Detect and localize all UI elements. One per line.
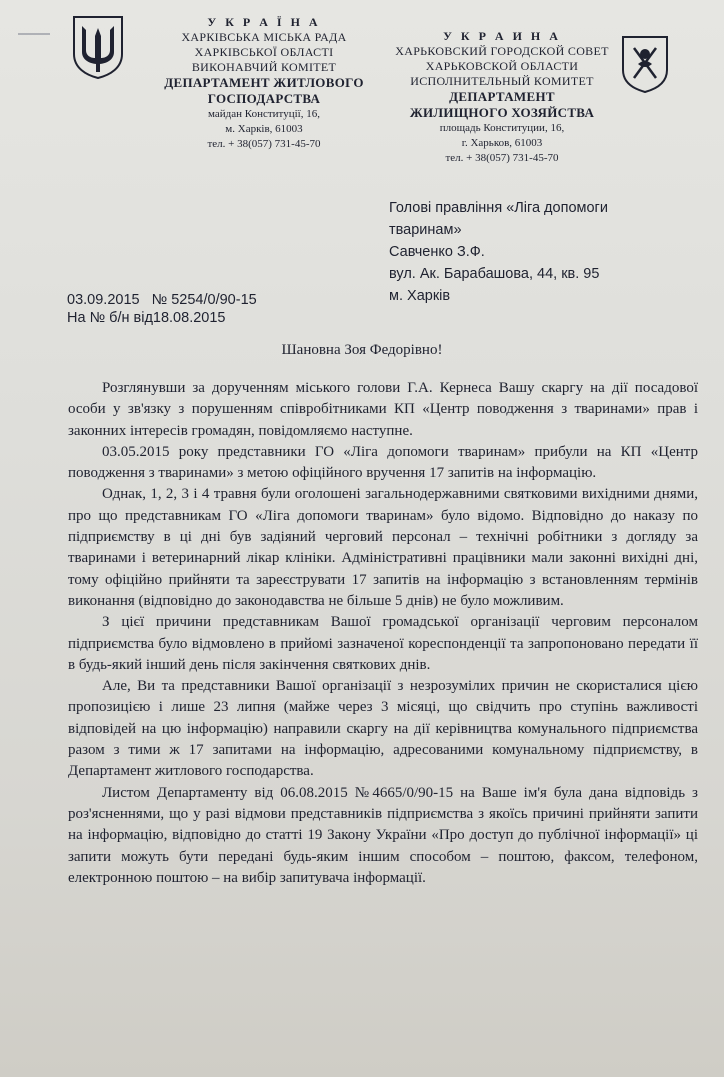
- header-address-2: г. Харьков, 61003: [461, 137, 543, 149]
- recipient-line: Голові правління «Ліга допомоги: [389, 200, 608, 216]
- header-phone: тел. + 38(057) 731-45-70: [207, 138, 321, 150]
- header-country: У К Р А Ї Н А: [207, 15, 321, 29]
- recipient-line: м. Харків: [389, 288, 451, 304]
- header-address-2: м. Харків, 61003: [225, 123, 303, 135]
- recipient-line: тваринам»: [389, 222, 462, 238]
- recipient-line: Савченко З.Ф.: [389, 244, 485, 260]
- pen-mark: [18, 33, 50, 35]
- header-department-2: ЖИЛИЩНОГО ХОЗЯЙСТВА: [409, 105, 595, 120]
- header-department-1: ДЕПАРТАМЕНТ: [449, 89, 555, 104]
- header-russian: [388, 29, 616, 166]
- header-country: У К Р А И Н А: [443, 29, 561, 43]
- recipient-line: вул. Ак. Барабашова, 44, кв. 95: [389, 266, 600, 282]
- header-address-1: площадь Конституции, 16,: [439, 122, 565, 134]
- kharkiv-coat-of-arms-icon: [620, 34, 670, 94]
- paragraph: Розглянувши за дорученням міського голови Г.А. Кернеса Вашу скаргу на дії посадової особи у зв'язку з порушенням співробітниками КП «Центр поводження з тваринами» прав і законних інтересів громадян, повідомляємо наступне.: [68, 380, 698, 439]
- outgoing-reference: [67, 291, 257, 327]
- header-phone: тел. + 38(057) 731-45-70: [445, 152, 559, 164]
- paragraph: Але, Ви та представники Вашої організації з незрозумілих причин не скористалися цією пропозицією і лише 23 липня (майже через 3 місяці, що свідчить про ступінь важливості відповідей на цю інформацію) направили скаргу на дії керівництва комунального підприємства разом з тими ж 17 запитами на інформацію, адресованими комунальному підприємству, в Департамент житлового господарства.: [68, 678, 698, 780]
- date-number: 03.09.2015 № 5254/0/90-15: [67, 292, 257, 308]
- incoming-reference: На № б/н від18.08.2015: [67, 310, 226, 326]
- header-department-1: ДЕПАРТАМЕНТ ЖИТЛОВОГО: [164, 75, 364, 90]
- header-ukrainian: [150, 15, 378, 152]
- header-committee: ИСПОЛНИТЕЛЬНЫЙ КОМИТЕТ: [410, 74, 594, 88]
- header-address-1: майдан Конституції, 16,: [208, 108, 320, 120]
- letter-body: [68, 378, 698, 889]
- header-department-2: ГОСПОДАРСТВА: [207, 91, 321, 106]
- header-oblast: ХАРКІВСЬКОЇ ОБЛАСТІ: [194, 45, 334, 59]
- header-council: ХАРКІВСЬКА МІСЬКА РАДА: [181, 30, 347, 44]
- paragraph: 03.05.2015 року представники ГО «Ліга допомоги тваринам» прибули на КП «Центр поводження з тваринами» з метою офіційного вручення 17 запитів на інформацію.: [68, 443, 698, 482]
- paragraph: З цієї причини представникам Вашої громадської організації черговим персоналом підприємства було відмовлено в прийомі зазначеної кореспонденції та запропоновано передати її в будь-який інший день після закінчення святкових днів.: [68, 614, 698, 673]
- recipient-block: [389, 197, 689, 307]
- paragraph: Однак, 1, 2, 3 і 4 травня були оголошені загальнодержавними святковими вихідними днями, про що представникам ГО «Ліга допомоги тваринам» було відомо. Відповідно до наказу по підприємству в ці дні був задіяний черговий персонал – технічні робітники з догляду за тваринами і ветеринарний лікар клініки. Адміністративні працівники мали законні вихідні дні, тому офіційно прийняти та зареєструвати 17 запитів на інформацію з встановленням термінів виконання (відповідно до законодавства не більше 5 днів) не було можливим.: [68, 486, 698, 609]
- header-council: ХАРЬКОВСКИЙ ГОРОДСКОЙ СОВЕТ: [395, 44, 609, 58]
- trident-coat-of-arms-icon: [70, 14, 126, 80]
- header-committee: ВИКОНАВЧИЙ КОМІТЕТ: [191, 60, 337, 74]
- paragraph: Листом Департаменту від 06.08.2015 №4665/0/90-15 на Ваше ім'я була дана відповідь з роз'ясненнями, що у разі відмови представників підприємства з якоїсь причині прийняти запити на інформацію, відповідно до статті 19 Закону України «Про доступ до публічної інформації» ці запити можуть бути передані будь-яким іншим способом – поштою, факсом, телефоном, електронною поштою – на вибір запитувача інформації.: [68, 784, 698, 886]
- salutation: Шановна Зоя Федорівно!: [281, 342, 443, 358]
- header-oblast: ХАРЬКОВСКОЙ ОБЛАСТИ: [425, 59, 579, 73]
